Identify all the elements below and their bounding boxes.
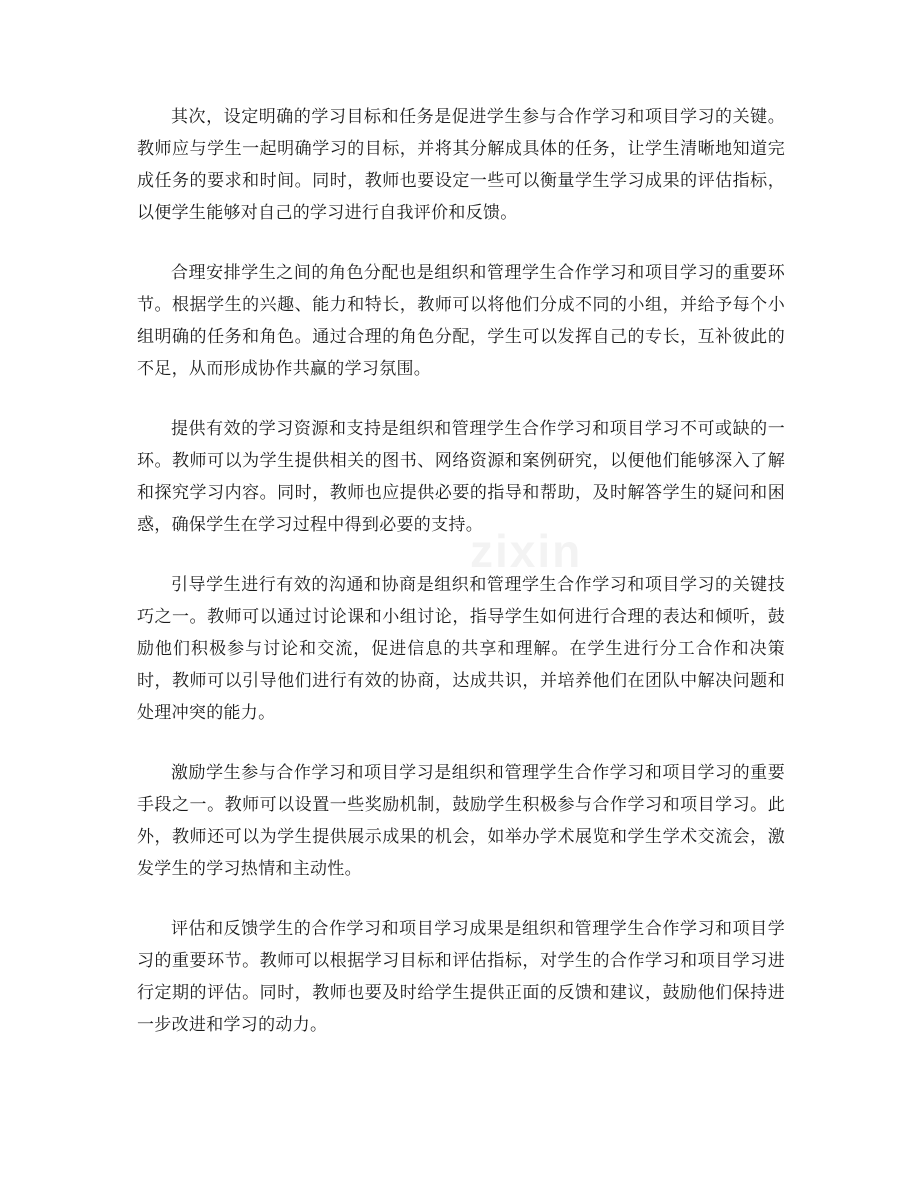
document-body [137, 101, 785, 1069]
paragraph-3: 提供有效的学习资源和支持是组织和管理学生合作学习和项目学习不可或缺的一环。教师可以为学生提供相关的图书、网络资源和案例研究，以便他们能够深入了解和探究学习内容。同时，教师也应提供必要的指导和帮助，及时解答学生的疑问和困惑，确保学生在学习过程中得到必要的支持。 [137, 419, 785, 535]
watermark: zixin [470, 525, 583, 577]
paragraph-1: 其次，设定明确的学习目标和任务是促进学生参与合作学习和项目学习的关键。教师应与学生一起明确学习的目标，并将其分解成具体的任务，让学生清晰地知道完成任务的要求和时间。同时，教师也要设定一些可以衡量学生学习成果的评估指标，以便学生能够对自己的学习进行自我评价和反馈。 [137, 107, 785, 223]
paragraph-5: 激励学生参与合作学习和项目学习是组织和管理学生合作学习和项目学习的重要手段之一。教师可以设置一些奖励机制，鼓励学生积极参与合作学习和项目学习。此外，教师还可以为学生提供展示成果的机会，如举办学术展览和学生学术交流会，激发学生的学习热情和主动性。 [137, 763, 785, 879]
paragraph-6: 评估和反馈学生的合作学习和项目学习成果是组织和管理学生合作学习和项目学习的重要环节。教师可以根据学习目标和评估指标，对学生的合作学习和项目学习进行定期的评估。同时，教师也要及时给学生提供正面的反馈和建议，鼓励他们保持进一步改进和学习的动力。 [137, 919, 785, 1035]
paragraph-4: 引导学生进行有效的沟通和协商是组织和管理学生合作学习和项目学习的关键技巧之一。教师可以通过讨论课和小组讨论，指导学生如何进行合理的表达和倾听，鼓励他们积极参与讨论和交流，促进信息的共享和理解。在学生进行分工合作和决策时，教师可以引导他们进行有效的协商，达成共识，并培养他们在团队中解决问题和处理冲突的能力。 [137, 575, 785, 723]
paragraph-2: 合理安排学生之间的角色分配也是组织和管理学生合作学习和项目学习的重要环节。根据学生的兴趣、能力和特长，教师可以将他们分成不同的小组，并给予每个小组明确的任务和角色。通过合理的角色分配，学生可以发挥自己的专长，互补彼此的不足，从而形成协作共赢的学习氛围。 [137, 263, 785, 379]
